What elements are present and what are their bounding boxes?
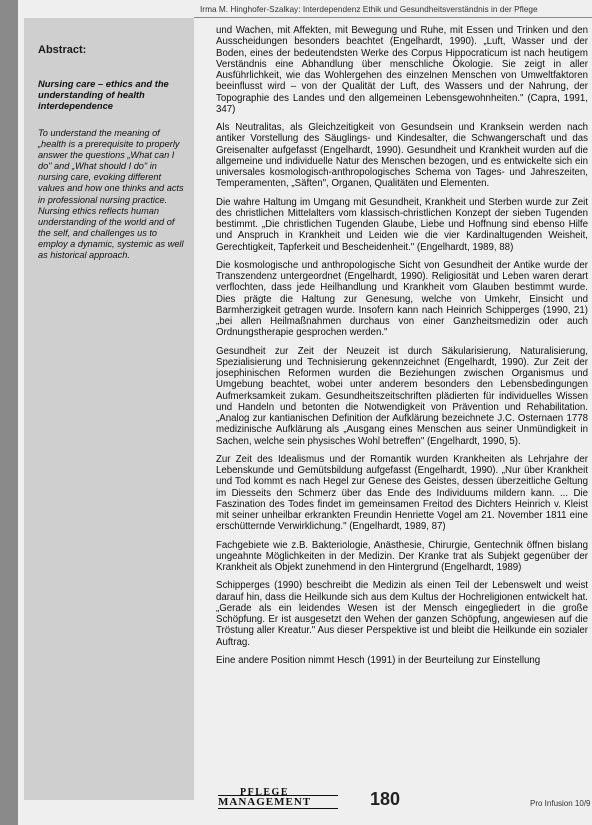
logo-text-top: PFLEGE xyxy=(240,787,290,798)
abstract-heading: Abstract: xyxy=(38,44,87,56)
paragraph: Gesundheit zur Zeit der Neuzeit ist durch Säkularisierung, Naturalisierung, Spezialisierung und Technisierung gekennzeichnet (Engelhardt, 1990). Zur Zeit der josephinischen Reformen wurden die Beziehungen zwischen Organismus und Umgebung beachtet, wobei unter anderem besonders den Lebensbedingungen Aufmerksamkeit zukam. Gesundheitszeitschriften plädierten für individuelles Wissen und Handeln und betonten die Notwendigkeit von Prävention und Rehabilitation. „Analog zur kantianischen Definition der Aufklärung bezeichnete J.C. Osternaen 1778 medizinische Aufklärung als „Ausgang eines Menschen aus seiner Unmündigkeit in Sachen, welche sein physisches Wohl betreffen" (Engelhardt, 1990, 5). xyxy=(216,345,588,447)
magazine-logo xyxy=(218,787,338,809)
logo-text-bottom: MANAGEMENT xyxy=(218,796,312,808)
running-head: Irma M. Hinghofer-Szalkay: Interdependenz Ethik und Gesundheitsverständnis in der Pflege xyxy=(200,4,538,14)
abstract-body: To understand the meaning of „health is a prerequisite to properly answer the questions „What can I do" and „What should I do" in nursing care, evoking different values and how one thinks and acts in professional nursing practice. Nursing ethics reflects human understanding of the world and of the self, and challenges us to employ a dynamic, systemic as well as historical approach. xyxy=(38,128,184,261)
paragraph: und Wachen, mit Affekten, mit Bewegung und Ruhe, mit Essen und Trinken und den Ausscheidungen besonders beachtet (Engelhardt, 1990). „Luft, Wasser und der Boden, eines der bedeutendsten Werke des Corpus Hippocraticum ist nach heutigem Verständnis eine Abhandlung über menschliche Ökologie. Sie zeigt in aller Ausführlichkeit, wie das Wohlergehen des einzelnen Menschen von Umweltfaktoren beeinflusst wird – von der Qualität der Luft, des Wassers und der Nahrung, der Topographie des Landes und den allgemeinen Lebensgewohnheiten." (Capra, 1991, 347) xyxy=(216,25,588,115)
page-number: 180 xyxy=(370,789,401,809)
abstract-title: Nursing care – ethics and the understanding of health interdependence xyxy=(38,78,169,112)
article-body xyxy=(216,25,588,795)
paragraph: Schipperges (1990) beschreibt die Medizin als einen Teil der Lebenswelt und weist darauf hin, dass die Heilkunde sich aus dem Kultus der Hochreligionen entwickelt hat. „Gerade als ein leidendes Wesen ist der Mensch eingegliedert in die große Schöpfung. Er ist ausgesetzt den Wehen der ganzen Schöpfung, angewiesen auf die Tröstung aller Kreatur." Aus dieser Perspektive ist und bleibt die Heilkunde ein sozialer Auftrag. xyxy=(216,580,588,648)
paragraph: Eine andere Position nimmt Hesch (1991) in der Beurteilung zur Einstellung xyxy=(216,654,541,666)
paragraph: Die wahre Haltung im Umgang mit Gesundheit, Krankheit und Sterben wurde zur Zeit des christlichen Mittelalters vom klassisch-christlichen Konzept der sieben Tugenden bestimmt. „Die christlichen Tugenden Glaube, Liebe und Hoffnung sind ebenso Hilfe und Anspruch in Krankheit und Leiden wie die vier Kardinaltugenden Weisheit, Gerechtigkeit, Tapferkeit und Bescheidenheit." (Engelhardt, 1989, 88) xyxy=(216,196,588,253)
header-rule xyxy=(194,17,592,18)
paragraph: Fachgebiete wie z.B. Bakteriologie, Anästhesie, Chirurgie, Gentechnik öffnen bislang ungeahnte Möglichkeiten in der Medizin. Der Kranke trat als Subjekt gegenüber der Krankheit als Objekt zunehmend in den Hintergrund (Engelhardt, 1989) xyxy=(216,539,588,573)
logo-rule xyxy=(218,808,338,809)
paragraph: Als Neutralitas, als Gleichzeitigkeit von Gesundsein und Kranksein werden nach antiker Vorstellung des Säuglings- und Kindesalter, die Schwangerschaft und das Greisenalter aufgefasst (Engelhardt, 1990). Gesundheit und Krankheit wurden auf die allgemeine und individuelle Natur des Menschen bezogen, und es entwickelte sich ein universales kosmologisch-anthropologisches Schema von Tages- und Jahreszeiten, Temperamenten, „Säften", Organen, Qualitäten und Elementen. xyxy=(216,122,588,190)
paragraph: Zur Zeit des Idealismus und der Romantik wurden Krankheiten als Lehrjahre der Lebenskunde und Gemütsbildung aufgefasst (Engelhardt, 1990). „Nur über Krankheit und Tod kommt es nach Hegel zur Genese des Geistes, dessen überzeitliche Geltung im Diesseits den Schmerz über das Ende des Individuums mildern kann. ... Die Faszination des Todes findet im gemeinsamen Freitod des Dichters Heinrich v. Kleist mit seiner unheilbar erkrankten Freundin Henriette Vogel am 21. November 1811 eine erschütternde Verwirklichung." (Engelhardt, 1989, 87) xyxy=(216,453,588,533)
paragraph: Die kosmologische und anthropologische Sicht von Gesundheit der Antike wurde der Transzendenz untergeordnet (Engelhardt, 1990). Religiosität und Leben waren derart verflochten, dass jede Heilhandlung und Krankheit vom Glauben bestimmt wurde. Dies prägte die Haltung zur Genesung, welche von Umkehr, Einsicht und Barmherzigkeit getragen wurde. Insofern kann nach Heinrich Schipperges (1990, 21) „bei allen Heilmaßnahmen durchaus von einer Ganzheitsmedizin oder auch Ordnungstherapie gesprochen werden." xyxy=(216,259,588,339)
journal-page xyxy=(18,0,592,825)
issue-label: Pro Infusion 10/9 xyxy=(530,799,591,808)
